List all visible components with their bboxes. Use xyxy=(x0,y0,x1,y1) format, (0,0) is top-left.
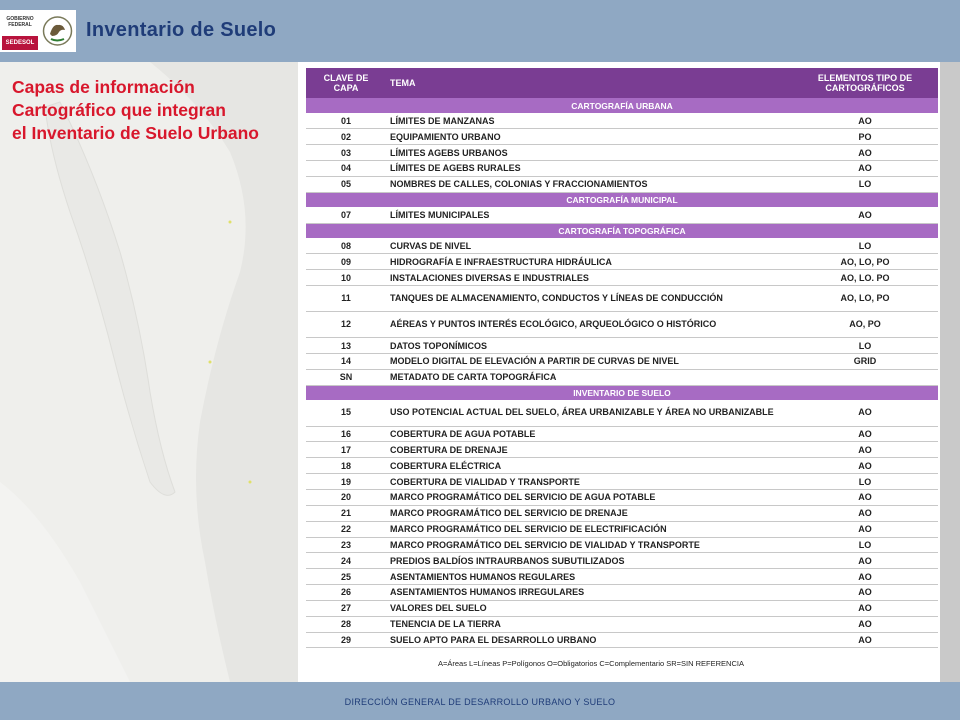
table-row xyxy=(306,521,938,537)
clave-cell: 22 xyxy=(306,521,386,537)
elementos-cell: LO xyxy=(792,238,938,254)
elementos-cell: AO, LO, PO xyxy=(792,254,938,270)
clave-cell: 20 xyxy=(306,490,386,506)
clave-cell: 08 xyxy=(306,238,386,254)
table-row xyxy=(306,585,938,601)
elementos-cell: AO xyxy=(792,426,938,442)
clave-cell: 21 xyxy=(306,505,386,521)
table-row xyxy=(306,426,938,442)
table-row xyxy=(306,338,938,354)
clave-cell: 12 xyxy=(306,312,386,338)
logo-bottom-text: SEDESOL xyxy=(2,36,38,50)
table-row xyxy=(306,176,938,192)
tema-cell: COBERTURA DE AGUA POTABLE xyxy=(386,426,792,442)
clave-cell: 25 xyxy=(306,569,386,585)
elementos-cell: AO xyxy=(792,207,938,223)
clave-cell: 14 xyxy=(306,353,386,369)
tema-cell: MARCO PROGRAMÁTICO DEL SERVICIO DE ELECTRIFICACIÓN xyxy=(386,521,792,537)
clave-cell: 01 xyxy=(306,113,386,129)
tema-cell: LÍMITES DE MANZANAS xyxy=(386,113,792,129)
elementos-cell: AO, PO xyxy=(792,312,938,338)
mexican-eagle-emblem-icon xyxy=(41,12,74,50)
tema-cell: PREDIOS BALDÍOS INTRAURBANOS SUBUTILIZADOS xyxy=(386,553,792,569)
elementos-cell: AO xyxy=(792,400,938,426)
tema-cell: MARCO PROGRAMÁTICO DEL SERVICIO DE VIALIDAD Y TRANSPORTE xyxy=(386,537,792,553)
tema-cell: NOMBRES DE CALLES, COLONIAS Y FRACCIONAMIENTOS xyxy=(386,176,792,192)
clave-cell: 10 xyxy=(306,270,386,286)
elementos-cell: AO xyxy=(792,490,938,506)
section-title: CARTOGRAFÍA URBANA xyxy=(306,98,938,113)
layers-table-panel xyxy=(298,62,940,682)
header-clave: CLAVE DE CAPA xyxy=(306,68,386,98)
right-edge-strip xyxy=(940,62,960,682)
clave-cell: 13 xyxy=(306,338,386,354)
header-tema: TEMA xyxy=(386,68,792,98)
elementos-cell: LO xyxy=(792,338,938,354)
table-row xyxy=(306,474,938,490)
tema-cell: AÉREAS Y PUNTOS INTERÉS ECOLÓGICO, ARQUEOLÓGICO O HISTÓRICO xyxy=(386,312,792,338)
clave-cell: 28 xyxy=(306,616,386,632)
clave-cell: 26 xyxy=(306,585,386,601)
tema-cell: METADATO DE CARTA TOPOGRÁFICA xyxy=(386,369,792,385)
tema-cell: DATOS TOPONÍMICOS xyxy=(386,338,792,354)
elementos-cell: AO xyxy=(792,600,938,616)
footer-text: DIRECCIÓN GENERAL DE DESARROLLO URBANO Y SUELO xyxy=(344,697,616,707)
clave-cell: 27 xyxy=(306,600,386,616)
side-heading-line: el Inventario de Suelo Urbano xyxy=(12,123,259,143)
table-row xyxy=(306,353,938,369)
section-title: CARTOGRAFÍA TOPOGRÁFICA xyxy=(306,223,938,238)
table-row xyxy=(306,505,938,521)
table-row xyxy=(306,600,938,616)
table-row xyxy=(306,207,938,223)
table-row xyxy=(306,129,938,145)
tema-cell: LÍMITES MUNICIPALES xyxy=(386,207,792,223)
table-row xyxy=(306,490,938,506)
table-row xyxy=(306,458,938,474)
table-row xyxy=(306,286,938,312)
side-heading-line: Cartográfico que integran xyxy=(12,100,226,120)
footer-bar xyxy=(0,682,960,720)
tema-cell: CURVAS DE NIVEL xyxy=(386,238,792,254)
clave-cell: 09 xyxy=(306,254,386,270)
elementos-cell: AO xyxy=(792,458,938,474)
tema-cell: USO POTENCIAL ACTUAL DEL SUELO, ÁREA URBANIZABLE Y ÁREA NO URBANIZABLE xyxy=(386,400,792,426)
elementos-cell: AO xyxy=(792,145,938,161)
elementos-cell xyxy=(792,369,938,385)
table-section-row xyxy=(306,385,938,400)
elementos-cell: AO xyxy=(792,161,938,177)
app-title: Inventario de Suelo xyxy=(86,19,277,41)
clave-cell: 15 xyxy=(306,400,386,426)
table-section-row xyxy=(306,223,938,238)
tema-cell: VALORES DEL SUELO xyxy=(386,600,792,616)
elementos-cell: LO xyxy=(792,474,938,490)
elementos-cell: AO xyxy=(792,632,938,648)
tema-cell: COBERTURA DE VIALIDAD Y TRANSPORTE xyxy=(386,474,792,490)
elementos-cell: AO xyxy=(792,585,938,601)
layers-table xyxy=(306,68,938,648)
header-elementos: ELEMENTOS TIPO DE CARTOGRÁFICOS xyxy=(792,68,938,98)
table-body xyxy=(306,98,938,648)
tema-cell: HIDROGRAFÍA E INFRAESTRUCTURA HIDRÁULICA xyxy=(386,254,792,270)
tema-cell: COBERTURA DE DRENAJE xyxy=(386,442,792,458)
elementos-cell: AO xyxy=(792,442,938,458)
section-title: INVENTARIO DE SUELO xyxy=(306,385,938,400)
table-row xyxy=(306,312,938,338)
tema-cell: MARCO PROGRAMÁTICO DEL SERVICIO DE DRENAJE xyxy=(386,505,792,521)
header-bar xyxy=(0,0,960,62)
tema-cell: INSTALACIONES DIVERSAS E INDUSTRIALES xyxy=(386,270,792,286)
side-heading xyxy=(12,76,312,145)
sedesol-logo xyxy=(0,10,76,52)
elementos-cell: AO, LO. PO xyxy=(792,270,938,286)
table-row xyxy=(306,616,938,632)
side-heading-line: Capas de información xyxy=(12,77,195,97)
clave-cell: SN xyxy=(306,369,386,385)
map-background xyxy=(0,62,300,682)
tema-cell: MARCO PROGRAMÁTICO DEL SERVICIO DE AGUA POTABLE xyxy=(386,490,792,506)
clave-cell: 29 xyxy=(306,632,386,648)
elementos-cell: AO xyxy=(792,553,938,569)
tema-cell: EQUIPAMIENTO URBANO xyxy=(386,129,792,145)
table-row xyxy=(306,113,938,129)
tema-cell: SUELO APTO PARA EL DESARROLLO URBANO xyxy=(386,632,792,648)
logo-top-text: GOBIERNO FEDERAL xyxy=(2,12,38,36)
clave-cell: 02 xyxy=(306,129,386,145)
clave-cell: 07 xyxy=(306,207,386,223)
clave-cell: 24 xyxy=(306,553,386,569)
gobierno-federal-logo xyxy=(2,12,38,50)
clave-cell: 11 xyxy=(306,286,386,312)
clave-cell: 23 xyxy=(306,537,386,553)
tema-cell: COBERTURA ELÉCTRICA xyxy=(386,458,792,474)
table-row xyxy=(306,161,938,177)
clave-cell: 17 xyxy=(306,442,386,458)
clave-cell: 19 xyxy=(306,474,386,490)
tema-cell: ASENTAMIENTOS HUMANOS REGULARES xyxy=(386,569,792,585)
clave-cell: 05 xyxy=(306,176,386,192)
table-row xyxy=(306,632,938,648)
clave-cell: 16 xyxy=(306,426,386,442)
table-section-row xyxy=(306,98,938,113)
elementos-cell: PO xyxy=(792,129,938,145)
table-section-row xyxy=(306,192,938,207)
table-row xyxy=(306,238,938,254)
elementos-cell: AO xyxy=(792,616,938,632)
table-row xyxy=(306,400,938,426)
elementos-cell: AO xyxy=(792,569,938,585)
table-row xyxy=(306,254,938,270)
tema-cell: LÍMITES AGEBS URBANOS xyxy=(386,145,792,161)
table-header-row xyxy=(306,68,938,98)
tema-cell: MODELO DIGITAL DE ELEVACIÓN A PARTIR DE CURVAS DE NIVEL xyxy=(386,353,792,369)
clave-cell: 18 xyxy=(306,458,386,474)
tema-cell: ASENTAMIENTOS HUMANOS IRREGULARES xyxy=(386,585,792,601)
table-row xyxy=(306,569,938,585)
tema-cell: LÍMITES DE AGEBS RURALES xyxy=(386,161,792,177)
clave-cell: 04 xyxy=(306,161,386,177)
tema-cell: TENENCIA DE LA TIERRA xyxy=(386,616,792,632)
tema-cell: TANQUES DE ALMACENAMIENTO, CONDUCTOS Y LÍNEAS DE CONDUCCIÓN xyxy=(386,286,792,312)
elementos-cell: AO xyxy=(792,521,938,537)
elementos-cell: AO xyxy=(792,113,938,129)
table-row xyxy=(306,369,938,385)
table-row xyxy=(306,537,938,553)
table-legend: A=Áreas L=Líneas P=Polígonos O=Obligatorios C=Complementario SR=SIN REFERENCIA xyxy=(438,659,744,668)
elementos-cell: AO xyxy=(792,505,938,521)
section-title: CARTOGRAFÍA MUNICIPAL xyxy=(306,192,938,207)
elementos-cell: LO xyxy=(792,537,938,553)
clave-cell: 03 xyxy=(306,145,386,161)
table-row xyxy=(306,145,938,161)
elementos-cell: LO xyxy=(792,176,938,192)
table-row xyxy=(306,553,938,569)
table-row xyxy=(306,270,938,286)
elementos-cell: GRID xyxy=(792,353,938,369)
elementos-cell: AO, LO, PO xyxy=(792,286,938,312)
table-row xyxy=(306,442,938,458)
